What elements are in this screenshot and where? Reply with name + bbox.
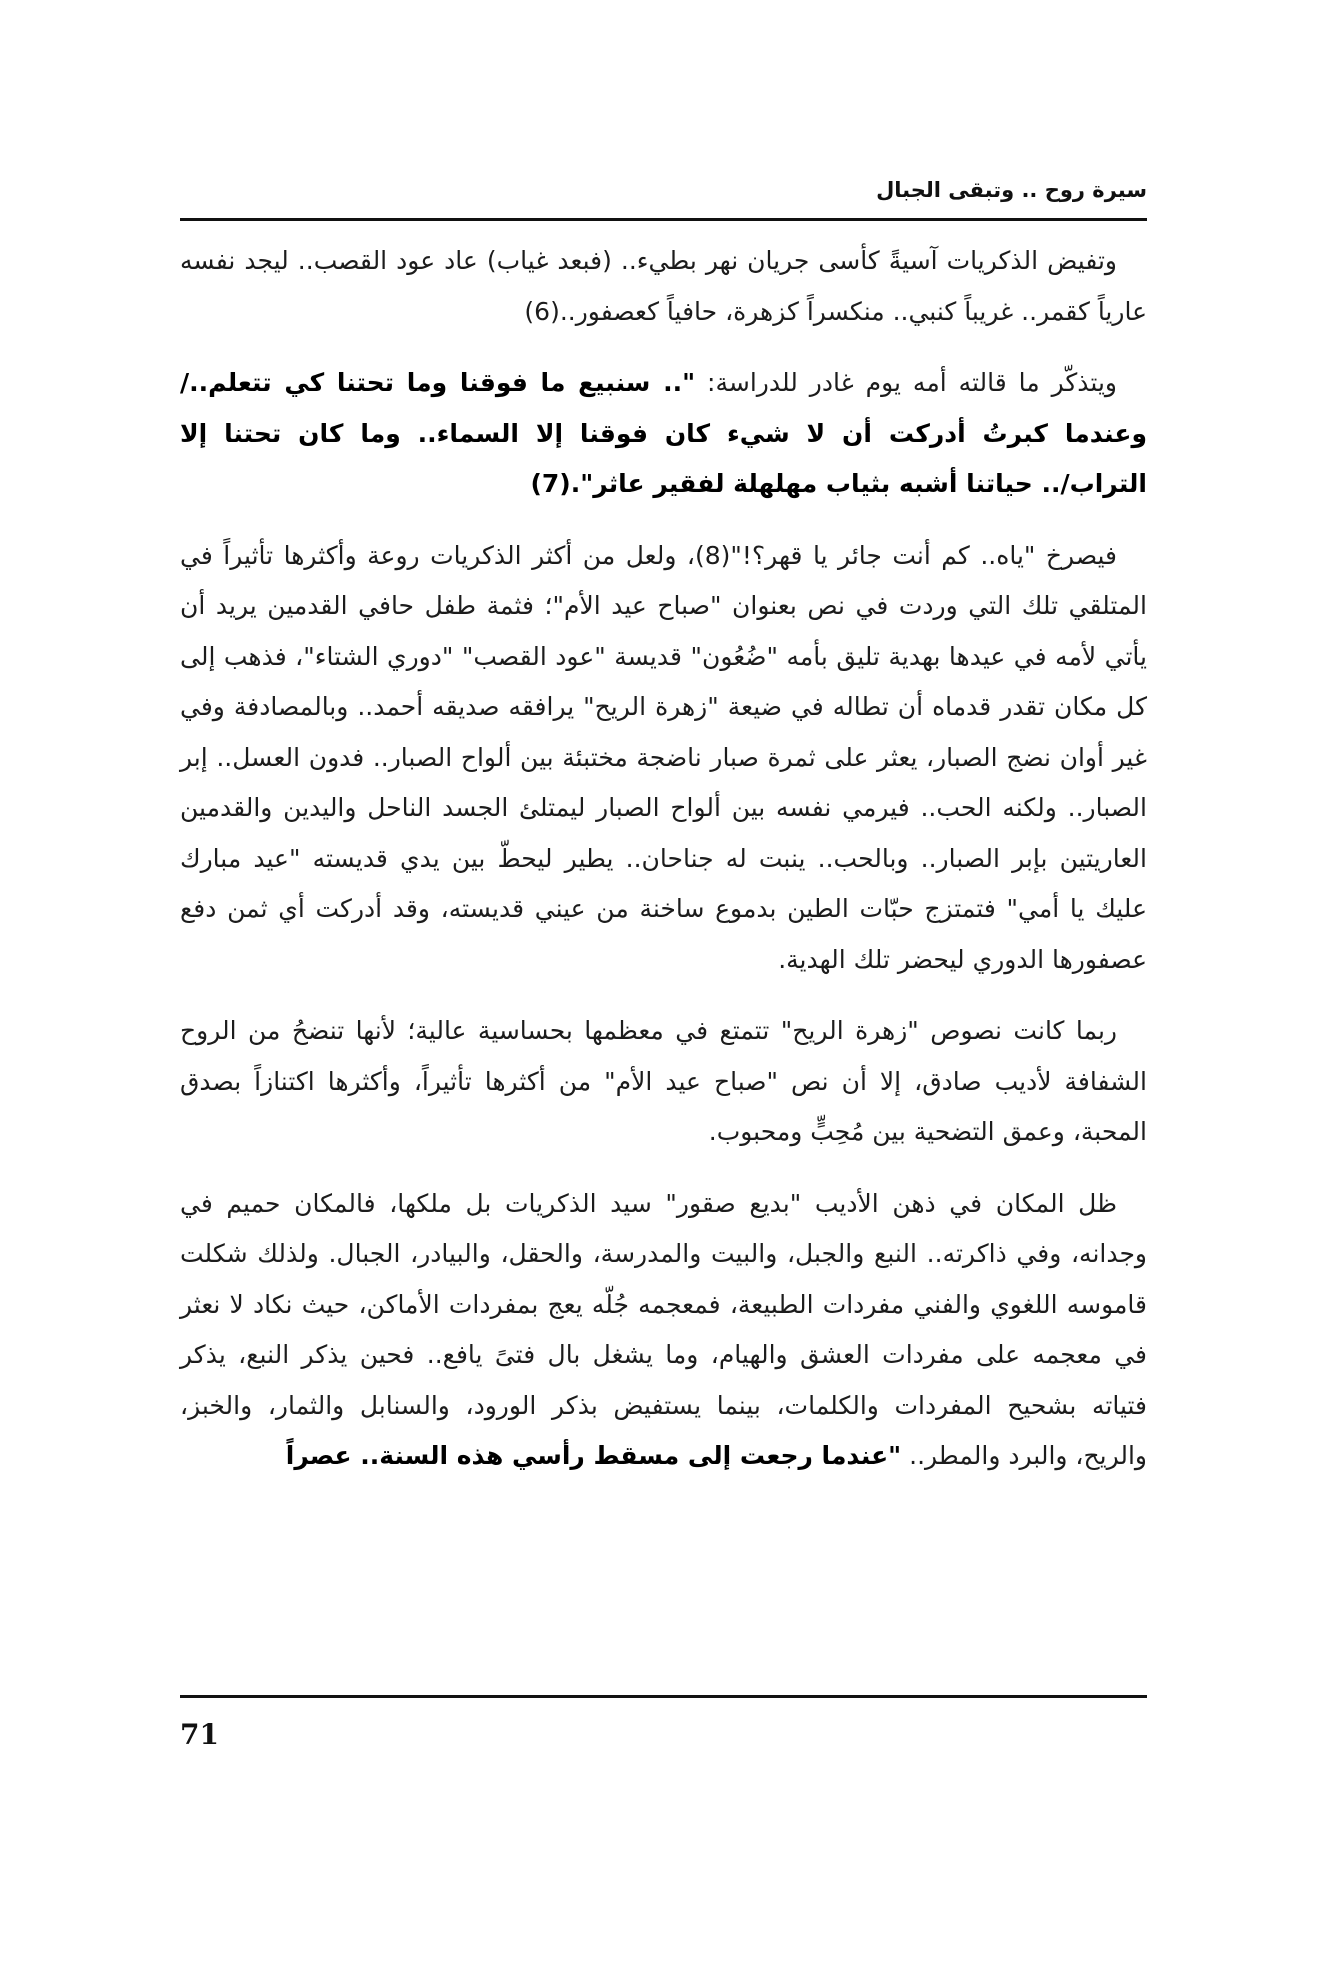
paragraph-2 [180, 358, 1147, 510]
page-number: 71 [180, 1718, 219, 1751]
paragraph-5 [180, 1179, 1147, 1482]
body-text [180, 236, 1147, 1503]
paragraph-4: ربما كانت نصوص "زهرة الريح" تتمتع في معظمها بحساسية عالية؛ لأنها تنضحُ من الروح الشفافة لأديب صادق، إلا أن نص "صباح عيد الأم" من أكثرها تأثيراً، وأكثرها اكتنازاً بصدق المحبة، وعمق التضحية بين مُحِبٍّ ومحبوب. [180, 1016, 1147, 1146]
paragraph-5-quote: "عندما رجعت إلى مسقط رأسي هذه السنة.. عصراً [285, 1441, 902, 1470]
running-title: سيرة روح .. وتبقى الجبال [876, 178, 1147, 202]
paragraph-2-intro: ويتذكّر ما قالته أمه يوم غادر للدراسة: [695, 368, 1117, 397]
paragraph-1: وتفيض الذكريات آسيةً كأسى جريان نهر بطيء.. (فبعد غياب) عاد عود القصب.. ليجد نفسه عارياً كقمر.. غريباً كنبي.. منكسراً كزهرة، حافياً كعصفور..(6) [180, 246, 1147, 326]
paragraph-3: فيصرخ "ياه.. كم أنت جائر يا قهر؟!"(8)، ولعل من أكثر الذكريات روعة وأكثرها تأثيراً في المتلقي تلك التي وردت في نص بعنوان "صباح عيد الأم"؛ فثمة طفل حافي القدمين يريد أن يأتي لأمه في عيدها بهدية تليق بأمه "ضُعُون" قديسة "عود القصب" "دوري الشتاء"، فذهب إلى كل مكان تقدر قدماه أن تطاله في ضيعة "زهرة الريح" يرافقه صديقه أحمد.. وبالمصادفة وفي غير أوان نضج الصبار، يعثر على ثمرة صبار ناضجة مختبئة بين ألواح الصبار.. فدون العسل.. إبر الصبار.. ولكنه الحب.. فيرمي نفسه بين ألواح الصبار ليمتلئ الجسد الناحل واليدين والقدمين العاريتين بإبر الصبار.. وبالحب.. ينبت له جناحان.. يطير ليحطّ بين يدي قديسته "عيد مبارك عليك يا أمي" فتمتزج حبّات الطين بدموع ساخنة من عيني قديسته، وقد أدركت أي ثمن دفع عصفورها الدوري ليحضر تلك الهدية. [180, 540, 1147, 974]
footer-divider [180, 1695, 1147, 1698]
running-header [180, 172, 1147, 216]
paragraph-2-quote: ".. سنبيع ما فوقنا وما تحتنا كي تتعلم../ وعندما كبرتُ أدركت أن لا شيء كان فوقنا إلا السماء.. وما كان تحتنا إلا التراب/.. حياتنا أشبه بثياب مهلهلة لفقير عاثر".(7) [180, 368, 1147, 498]
paragraph-5-text: ظل المكان في ذهن الأديب "بديع صقور" سيد الذكريات بل ملكها، فالمكان حميم في وجدانه، وفي ذاكرته.. النبع والجبل، والبيت والمدرسة، والحقل، والبيادر، الجبال. ولذلك شكلت قاموسه اللغوي والفني مفردات الطبيعة، فمعجمه جُلّه يعج بمفردات الأماكن، حيث نكاد لا نعثر في معجمه على مفردات العشق والهيام، وما يشغل بال فتىً يافع.. فحين يذكر النبع، يذكر فتياته بشحيح المفردات والكلمات، بينما يستفيض بذكر الورود، والسنابل والثمار، والخبز، والريح، والبرد والمطر.. [180, 1188, 1147, 1470]
header-divider [180, 218, 1147, 221]
